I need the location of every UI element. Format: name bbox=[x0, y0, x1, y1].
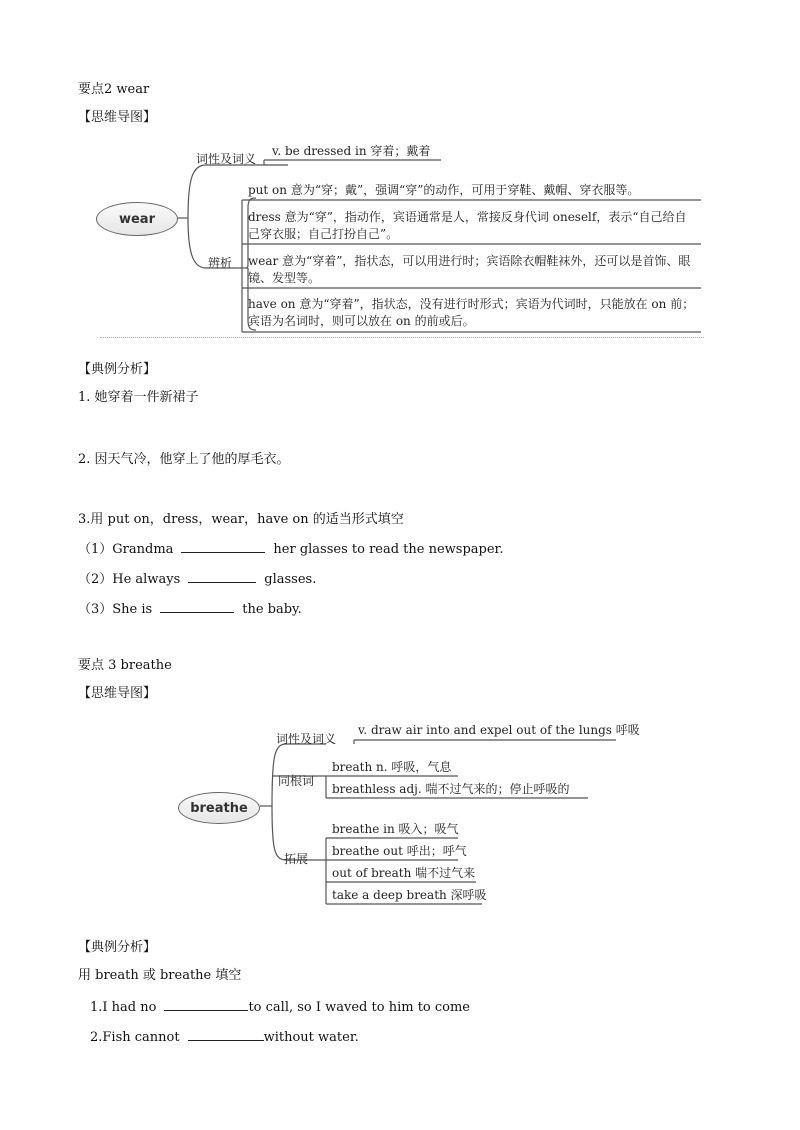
breathe-mindmap bbox=[176, 718, 640, 908]
q3-item-2-suffix: glasses. bbox=[264, 572, 317, 587]
point3-mindmap-label: 【思维导图】 bbox=[78, 686, 157, 701]
wear-mindmap bbox=[96, 140, 706, 340]
point3-item-2-suffix: without water. bbox=[263, 1030, 359, 1045]
point2-q3-item-1 bbox=[78, 540, 503, 558]
wear-root-node: wear bbox=[96, 202, 178, 236]
point2-question-3-instruction: 3.用 put on，dress，wear，have on 的适当形式填空 bbox=[78, 512, 404, 527]
point3-item-1-blank[interactable] bbox=[164, 998, 248, 1011]
breathe-cognate-item-breathless: breathless adj. 喘不过气来的；停止呼吸的 bbox=[332, 782, 570, 796]
wear-compare-item-puton: put on 意为“穿；戴”，强调“穿”的动作，可用于穿鞋、戴帽、穿衣服等。 bbox=[248, 183, 640, 197]
breathe-extend-item-out: breathe out 呼出；呼气 bbox=[332, 844, 467, 858]
wear-compare-item-dress: dress 意为“穿”，指动作，宾语通常是人，常接反身代词 oneself，表示“自己给自己穿衣服；自己打扮自己”。 bbox=[248, 210, 687, 241]
point2-mindmap-label: 【思维导图】 bbox=[78, 110, 157, 125]
q3-item-2-blank[interactable] bbox=[188, 570, 256, 583]
q3-item-3-suffix: the baby. bbox=[242, 602, 302, 617]
breathe-extend-item-out-of-breath: out of breath 喘不过气来 bbox=[332, 866, 476, 880]
point3-examples-label: 【典例分析】 bbox=[78, 940, 157, 955]
breathe-cognate-item-breath: breath n. 呼吸，气息 bbox=[332, 760, 452, 774]
point3-item-2 bbox=[90, 1028, 359, 1046]
point2-examples-label: 【典例分析】 bbox=[78, 362, 157, 377]
q3-item-1-suffix: her glasses to read the newspaper. bbox=[273, 542, 504, 557]
point2-q3-item-3 bbox=[78, 600, 302, 618]
wear-mindmap-bottom-rule bbox=[100, 337, 704, 338]
point3-item-2-blank[interactable] bbox=[188, 1028, 264, 1041]
point3-heading: 要点 3 breathe bbox=[78, 658, 172, 673]
q3-item-1-prefix: （1）Grandma bbox=[78, 542, 174, 557]
breathe-branch-pos-label: 词性及词义 bbox=[276, 732, 337, 746]
point3-item-1-suffix: to call, so I waved to him to come bbox=[248, 1000, 470, 1015]
point2-q3-item-2 bbox=[78, 570, 316, 588]
breathe-root-node: breathe bbox=[178, 792, 260, 824]
point2-question-1: 1. 她穿着一件新裙子 bbox=[78, 390, 199, 405]
q3-item-3-prefix: （3）She is bbox=[78, 602, 153, 617]
point2-heading: 要点2 wear bbox=[78, 82, 150, 97]
breathe-extend-item-deep-breath: take a deep breath 深呼吸 bbox=[332, 888, 487, 902]
breathe-branch-cognate-label: 同根词 bbox=[278, 774, 315, 788]
wear-branch-pos-label: 词性及词义 bbox=[196, 152, 257, 166]
breathe-branch-pos-item: v. draw air into and expel out of the lungs 呼吸 bbox=[358, 723, 640, 737]
point3-item-2-prefix: 2.Fish cannot bbox=[90, 1030, 180, 1045]
point3-item-1-prefix: 1.I had no bbox=[90, 1000, 157, 1015]
wear-branch-compare-label: 辨析 bbox=[208, 256, 233, 270]
q3-item-3-blank[interactable] bbox=[160, 600, 234, 613]
wear-compare-item-haveon: have on 意为“穿着”，指状态，没有进行时形式；宾语为代词时，只能放在 on 前；宾语为名词时，则可以放在 on 的前或后。 bbox=[248, 297, 695, 328]
q3-item-2-prefix: （2）He always bbox=[78, 572, 181, 587]
wear-branch-pos-item: v. be dressed in 穿着；戴着 bbox=[272, 144, 431, 158]
point3-instruction: 用 breath 或 breathe 填空 bbox=[78, 968, 242, 983]
wear-compare-item-wear: wear 意为“穿着”，指状态，可以用进行时；宾语除衣帽鞋袜外，还可以是首饰、眼镜、发型等。 bbox=[248, 254, 691, 285]
point2-question-2: 2. 因天气冷，他穿上了他的厚毛衣。 bbox=[78, 452, 290, 467]
breathe-extend-item-in: breathe in 吸入；吸气 bbox=[332, 822, 459, 836]
breathe-branch-extend-label: 拓展 bbox=[284, 852, 309, 866]
point3-item-1 bbox=[90, 998, 470, 1016]
q3-item-1-blank[interactable] bbox=[181, 540, 265, 553]
